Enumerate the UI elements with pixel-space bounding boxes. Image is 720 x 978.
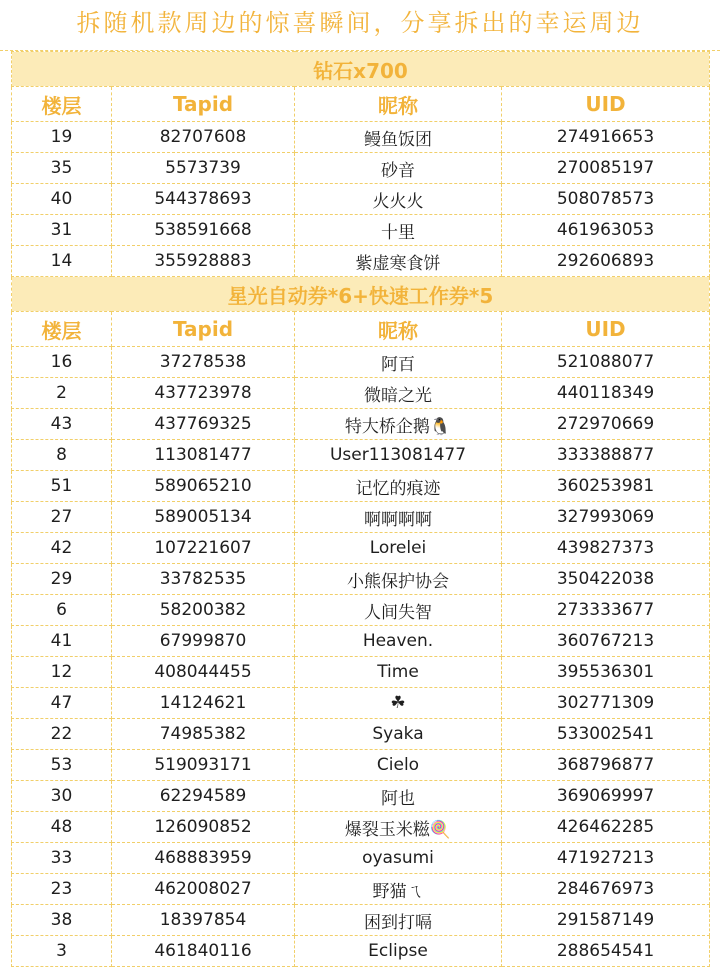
uid-cell: 440118349 bbox=[502, 378, 710, 409]
uid-cell: 274916653 bbox=[502, 122, 710, 153]
tapid-cell: 82707608 bbox=[112, 122, 295, 153]
nickname-cell: Heaven. bbox=[295, 626, 502, 657]
floor-cell: 16 bbox=[12, 347, 112, 378]
uid-cell: 360767213 bbox=[502, 626, 710, 657]
floor-cell: 38 bbox=[12, 905, 112, 936]
table-row bbox=[12, 781, 710, 812]
tapid-cell: 18397854 bbox=[112, 905, 295, 936]
nickname-cell: 砂音 bbox=[295, 153, 502, 184]
uid-cell: 461963053 bbox=[502, 215, 710, 246]
uid-cell: 360253981 bbox=[502, 471, 710, 502]
floor-cell: 14 bbox=[12, 246, 112, 277]
nickname-cell: 困到打嗝 bbox=[295, 905, 502, 936]
floor-cell: 19 bbox=[12, 122, 112, 153]
floor-cell: 53 bbox=[12, 750, 112, 781]
floor-cell: 2 bbox=[12, 378, 112, 409]
floor-cell: 42 bbox=[12, 533, 112, 564]
column-header-uid: UID bbox=[502, 312, 710, 347]
table-row bbox=[12, 626, 710, 657]
nickname-cell: 爆裂玉米糍🍭 bbox=[295, 812, 502, 843]
column-header-tapid: Tapid bbox=[112, 312, 295, 347]
tapid-cell: 74985382 bbox=[112, 719, 295, 750]
prize-section-heading-row bbox=[12, 52, 710, 87]
floor-cell: 51 bbox=[12, 471, 112, 502]
column-header-row bbox=[12, 312, 710, 347]
tapid-cell: 589005134 bbox=[112, 502, 295, 533]
tapid-cell: 408044455 bbox=[112, 657, 295, 688]
tapid-cell: 468883959 bbox=[112, 843, 295, 874]
tapid-cell: 519093171 bbox=[112, 750, 295, 781]
uid-cell: 292606893 bbox=[502, 246, 710, 277]
tapid-cell: 462008027 bbox=[112, 874, 295, 905]
nickname-cell: 阿也 bbox=[295, 781, 502, 812]
uid-cell: 368796877 bbox=[502, 750, 710, 781]
nickname-cell: 紫虚寒食饼 bbox=[295, 246, 502, 277]
floor-cell: 22 bbox=[12, 719, 112, 750]
winners-table bbox=[11, 51, 710, 967]
table-row bbox=[12, 184, 710, 215]
table-row bbox=[12, 347, 710, 378]
nickname-cell: 野猫ㄟ bbox=[295, 874, 502, 905]
tapid-cell: 126090852 bbox=[112, 812, 295, 843]
table-row bbox=[12, 122, 710, 153]
uid-cell: 284676973 bbox=[502, 874, 710, 905]
uid-cell: 395536301 bbox=[502, 657, 710, 688]
floor-cell: 40 bbox=[12, 184, 112, 215]
column-header-uid: UID bbox=[502, 87, 710, 122]
nickname-cell: 阿百 bbox=[295, 347, 502, 378]
column-header-floor: 楼层 bbox=[12, 87, 112, 122]
floor-cell: 41 bbox=[12, 626, 112, 657]
uid-cell: 521088077 bbox=[502, 347, 710, 378]
tapid-cell: 37278538 bbox=[112, 347, 295, 378]
floor-cell: 31 bbox=[12, 215, 112, 246]
uid-cell: 291587149 bbox=[502, 905, 710, 936]
nickname-cell: 十里 bbox=[295, 215, 502, 246]
nickname-cell: User113081477 bbox=[295, 440, 502, 471]
table-row bbox=[12, 246, 710, 277]
tapid-cell: 62294589 bbox=[112, 781, 295, 812]
nickname-cell: Lorelei bbox=[295, 533, 502, 564]
nickname-cell: ☘ bbox=[295, 688, 502, 719]
floor-cell: 33 bbox=[12, 843, 112, 874]
tapid-cell: 355928883 bbox=[112, 246, 295, 277]
tapid-cell: 538591668 bbox=[112, 215, 295, 246]
column-header-nickname: 昵称 bbox=[295, 312, 502, 347]
uid-cell: 327993069 bbox=[502, 502, 710, 533]
uid-cell: 288654541 bbox=[502, 936, 710, 967]
uid-cell: 426462285 bbox=[502, 812, 710, 843]
nickname-cell: 微暗之光 bbox=[295, 378, 502, 409]
prize-section-heading: 钻石x700 bbox=[12, 52, 710, 87]
nickname-cell: 人间失智 bbox=[295, 595, 502, 626]
column-header-row bbox=[12, 87, 710, 122]
uid-cell: 302771309 bbox=[502, 688, 710, 719]
table-row bbox=[12, 502, 710, 533]
column-header-nickname: 昵称 bbox=[295, 87, 502, 122]
tapid-cell: 461840116 bbox=[112, 936, 295, 967]
tapid-cell: 67999870 bbox=[112, 626, 295, 657]
table-row bbox=[12, 471, 710, 502]
table-row bbox=[12, 936, 710, 967]
tapid-cell: 437769325 bbox=[112, 409, 295, 440]
table-row bbox=[12, 533, 710, 564]
tapid-cell: 113081477 bbox=[112, 440, 295, 471]
table-row bbox=[12, 750, 710, 781]
floor-cell: 48 bbox=[12, 812, 112, 843]
tapid-cell: 589065210 bbox=[112, 471, 295, 502]
table-row bbox=[12, 688, 710, 719]
nickname-cell: Cielo bbox=[295, 750, 502, 781]
nickname-cell: 特大桥企鹅🐧 bbox=[295, 409, 502, 440]
table-row bbox=[12, 215, 710, 246]
nickname-cell: 啊啊啊啊 bbox=[295, 502, 502, 533]
nickname-cell: Time bbox=[295, 657, 502, 688]
floor-cell: 12 bbox=[12, 657, 112, 688]
uid-cell: 350422038 bbox=[502, 564, 710, 595]
table-row bbox=[12, 595, 710, 626]
floor-cell: 30 bbox=[12, 781, 112, 812]
column-header-floor: 楼层 bbox=[12, 312, 112, 347]
floor-cell: 8 bbox=[12, 440, 112, 471]
uid-cell: 273333677 bbox=[502, 595, 710, 626]
tapid-cell: 544378693 bbox=[112, 184, 295, 215]
table-row bbox=[12, 843, 710, 874]
uid-cell: 270085197 bbox=[502, 153, 710, 184]
table-row bbox=[12, 440, 710, 471]
table-row bbox=[12, 905, 710, 936]
tapid-cell: 107221607 bbox=[112, 533, 295, 564]
table-row bbox=[12, 812, 710, 843]
nickname-cell: Syaka bbox=[295, 719, 502, 750]
uid-cell: 471927213 bbox=[502, 843, 710, 874]
tapid-cell: 5573739 bbox=[112, 153, 295, 184]
floor-cell: 23 bbox=[12, 874, 112, 905]
nickname-cell: 小熊保护协会 bbox=[295, 564, 502, 595]
floor-cell: 3 bbox=[12, 936, 112, 967]
nickname-cell: oyasumi bbox=[295, 843, 502, 874]
table-row bbox=[12, 719, 710, 750]
floor-cell: 47 bbox=[12, 688, 112, 719]
tapid-cell: 33782535 bbox=[112, 564, 295, 595]
tapid-cell: 437723978 bbox=[112, 378, 295, 409]
uid-cell: 439827373 bbox=[502, 533, 710, 564]
uid-cell: 369069997 bbox=[502, 781, 710, 812]
uid-cell: 508078573 bbox=[502, 184, 710, 215]
table-row bbox=[12, 378, 710, 409]
uid-cell: 272970669 bbox=[502, 409, 710, 440]
floor-cell: 27 bbox=[12, 502, 112, 533]
nickname-cell: 火火火 bbox=[295, 184, 502, 215]
table-row bbox=[12, 409, 710, 440]
nickname-cell: 记忆的痕迹 bbox=[295, 471, 502, 502]
floor-cell: 6 bbox=[12, 595, 112, 626]
page-title: 拆随机款周边的惊喜瞬间，分享拆出的幸运周边 bbox=[0, 0, 720, 51]
floor-cell: 35 bbox=[12, 153, 112, 184]
table-row bbox=[12, 874, 710, 905]
table-row bbox=[12, 657, 710, 688]
column-header-tapid: Tapid bbox=[112, 87, 295, 122]
table-row bbox=[12, 564, 710, 595]
tapid-cell: 14124621 bbox=[112, 688, 295, 719]
nickname-cell: 鳗鱼饭团 bbox=[295, 122, 502, 153]
uid-cell: 533002541 bbox=[502, 719, 710, 750]
tapid-cell: 58200382 bbox=[112, 595, 295, 626]
floor-cell: 43 bbox=[12, 409, 112, 440]
winners-table-body bbox=[12, 52, 710, 967]
prize-section-heading-row bbox=[12, 277, 710, 312]
floor-cell: 29 bbox=[12, 564, 112, 595]
prize-section-heading: 星光自动券*6+快速工作券*5 bbox=[12, 277, 710, 312]
table-row bbox=[12, 153, 710, 184]
uid-cell: 333388877 bbox=[502, 440, 710, 471]
nickname-cell: Eclipse bbox=[295, 936, 502, 967]
